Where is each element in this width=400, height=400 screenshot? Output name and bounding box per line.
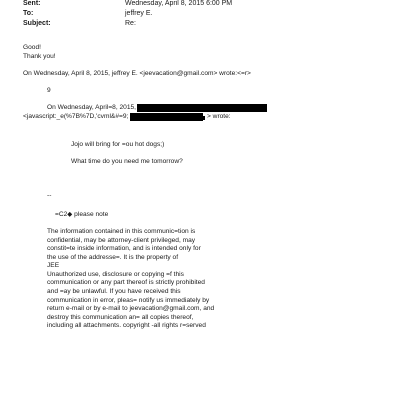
disclaimer-line: Unauthorized use, disclosure or copying =f this [47, 271, 184, 278]
redaction-bar-2 [130, 113, 203, 121]
disclaimer-line: communication or any part thereof is strictly prohibited [47, 279, 205, 286]
disclaimer-line: communication in error, pleas= notify us immediately by [47, 297, 210, 304]
disclaimer-line: return e-mail or by e-mail to jeevacation@gmail.com, and [47, 305, 215, 312]
subject-value: Re: [125, 20, 136, 27]
redaction-bar-1 [137, 104, 267, 112]
reply-line-good: Good! [23, 44, 41, 51]
inner-quote-start: On Wednesday, April=8, 2015, [47, 104, 137, 111]
what-time-line: What time do you need me tomorrow? [71, 158, 183, 165]
disclaimer-line: including all attachments. copyright -all rights r=served [47, 322, 206, 329]
quote-header: On Wednesday, April 8, 2015, jeffrey E. <jeevacation@gmail.com> wrote:<=r> [23, 70, 251, 77]
sent-label: Sent: [23, 0, 41, 7]
to-value: jeffrey E. [125, 10, 153, 17]
reply-line-thanks: Thank you! [23, 53, 56, 60]
disclaimer-line: confidential, may be attorney-client privileged, may [47, 237, 196, 244]
disclaimer-line: The information contained in this communic=tion is [47, 228, 196, 235]
signature-dashes: -- [47, 192, 52, 199]
jojo-line: Jojo will bring for =ou hot dogs;) [71, 141, 165, 148]
inner-quote-end: > wrote: [207, 113, 231, 120]
please-note-line: =C2◆ please note [55, 211, 109, 218]
sent-value: Wednesday, April 8, 2015 6:00 PM [125, 0, 233, 7]
disclaimer-line: JEE [47, 262, 60, 269]
disclaimer-line: constit=te inside information, and is intended only for [47, 245, 201, 252]
to-label: To: [23, 10, 34, 17]
redaction-bar-3 [203, 116, 205, 120]
disclaimer-line: the use of the addresse=. It is the property of [47, 254, 179, 261]
subject-label: Subject: [23, 20, 51, 27]
quote-nine: 9 [47, 87, 51, 94]
disclaimer-line: and =ay be unlawful. If you have received this [47, 288, 181, 295]
inner-quote-js: <javascript:_e(%7B%7D,'cvml&#=9; [23, 113, 129, 120]
disclaimer-line: destroy this communication an= all copies thereof, [47, 314, 194, 321]
